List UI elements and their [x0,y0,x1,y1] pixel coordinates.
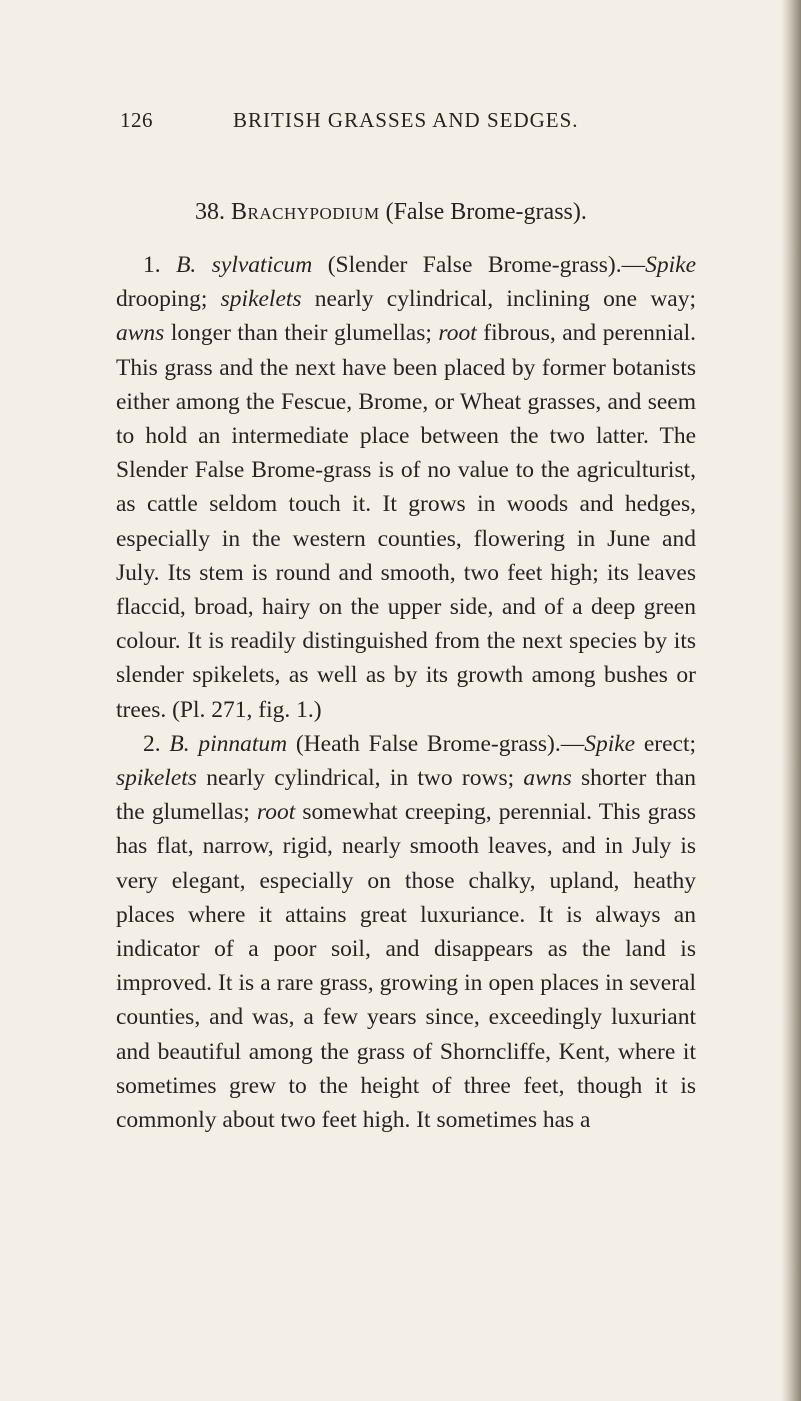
species-name: B. sylvaticum [176,252,313,278]
text-body [116,248,696,1137]
spike-label: Spike [645,252,697,278]
spike-text: drooping; [116,286,221,313]
spike-text: erect; [635,730,697,757]
running-head [120,108,680,142]
page-edge-shadow [781,0,801,1401]
species-entry-pinnatum [116,727,696,1137]
awns-text: longer than their glumellas; [164,320,439,347]
awns-label: awns [116,320,165,347]
section-number: 38. [195,199,225,225]
spikelets-text: nearly cylindrical, inclining one way; [301,286,697,313]
genus-common-name: (False Brome-grass). [385,199,587,225]
section-heading [195,199,755,226]
awns-text: shorter than the glumellas; [116,765,697,826]
species-common-name: (Slender False Brome-grass).— [327,252,646,278]
root-text: fibrous, and perennial. [476,320,696,347]
page-number: 126 [120,108,153,132]
spike-label: Spike [584,730,636,757]
awns-label: awns [523,765,572,792]
entry-number: 1. [143,252,161,278]
species-entry-sylvaticum [116,248,696,727]
spikelets-label: spikelets [116,765,197,792]
entry-body: This grass has flat, narrow, rigid, nearly smooth leaves, and in July is very elegant, especially on those chalky, upland, heathy places where it attains great luxuriance. It is always an indicator of a poor soil, and disappears as the land is improved. It is a rare grass, growing in open places in several counties, and was, a few years since, exceedingly luxuriant and beautiful among the grass of Shorncliffe, Kent, where it sometimes grew to the height of three feet, though it is commonly about two feet high. It sometimes has a [116,799,696,1134]
running-title: BRITISH GRASSES AND SEDGES. [233,108,579,132]
root-text: somewhat creeping, perennial. [295,799,593,826]
entry-body: This grass and the next have been placed by former botanists either among the Fescue, Brome, or Wheat grasses, and seem to hold an intermediate place between the two latter. The Slender False Brome-grass is of no value to the agriculturist, as cattle seldom touch it. It grows in woods and hedges, especially in the western counties, flowering in June and July. Its stem is round and smooth, two feet high; its leaves flaccid, broad, hairy on the upper side, and of a deep green colour. It is readily distinguished from the next species by its slender spikelets, as well as by its growth among bushes or trees. (Pl. 271, fig. 1.) [116,354,696,723]
species-common-name: (Heath False Brome-grass).— [295,730,585,757]
spikelets-text: nearly cylindrical, in two rows; [196,765,524,792]
entry-number: 2. [143,730,161,757]
root-label: root [256,799,296,826]
spikelets-label: spikelets [220,286,302,313]
species-name: B. pinnatum [169,730,288,757]
root-label: root [438,320,477,347]
genus-name: Brachypodium [231,199,380,225]
